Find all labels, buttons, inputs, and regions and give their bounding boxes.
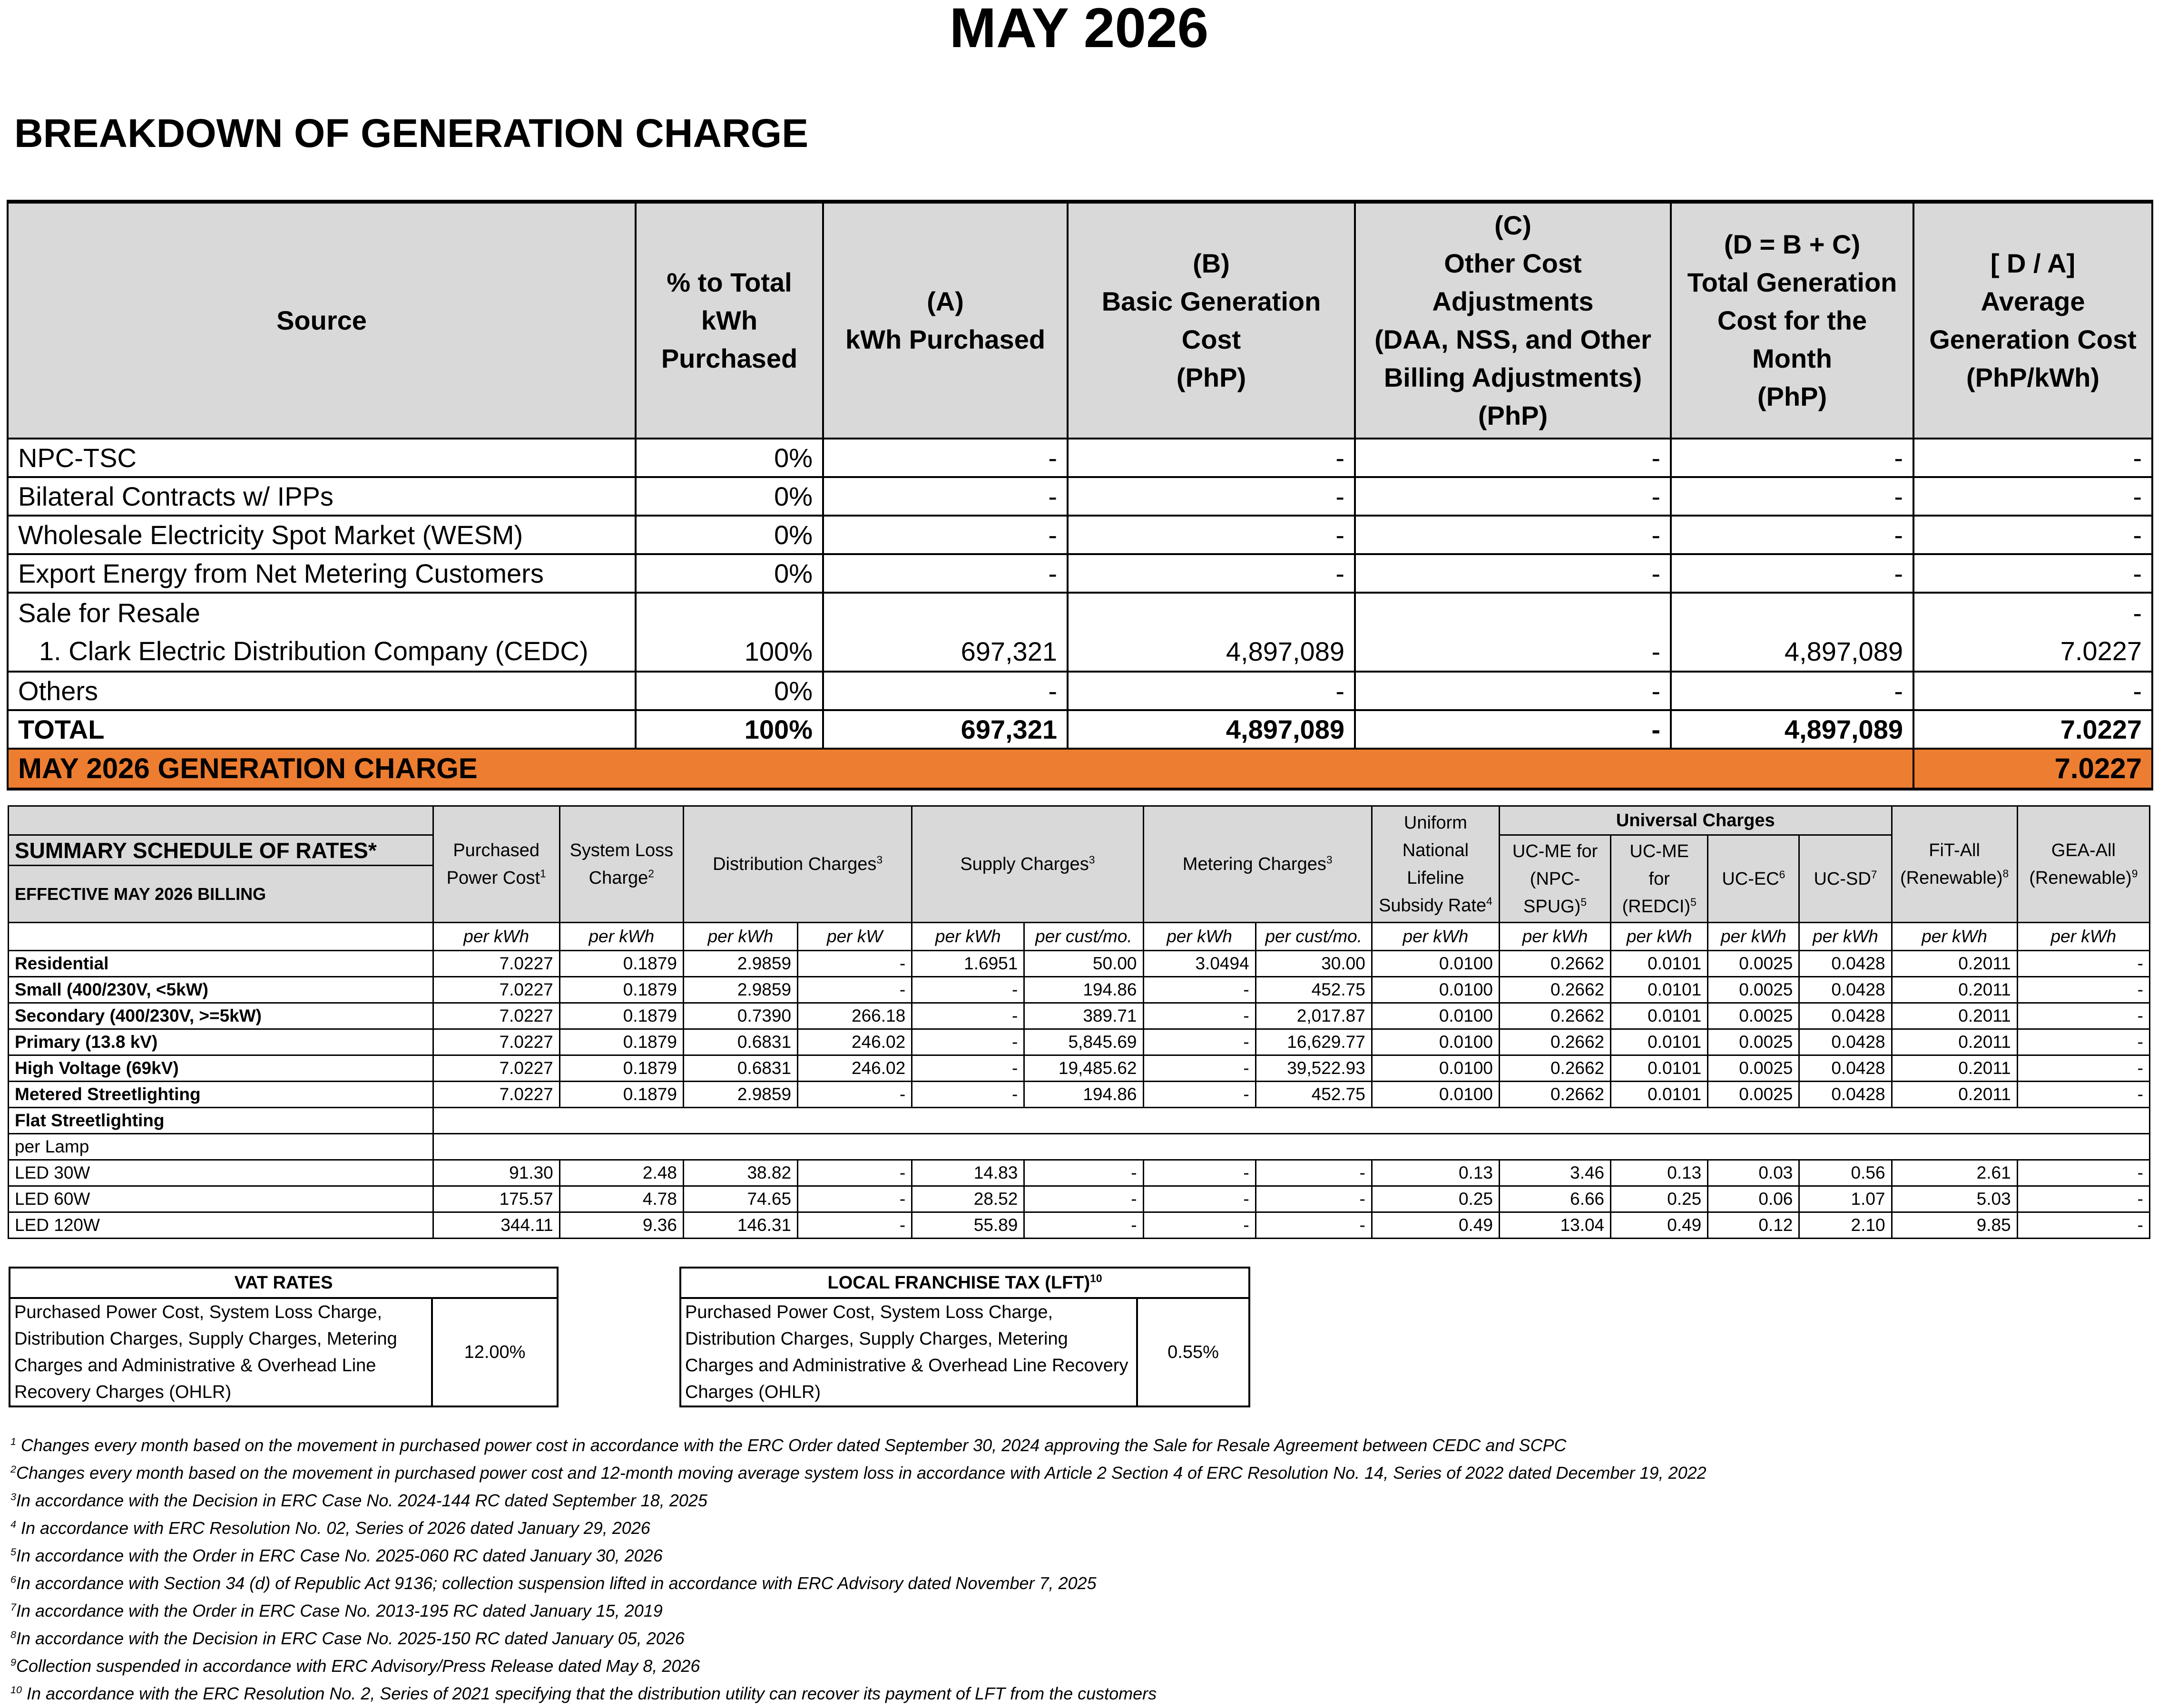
table-row — [9, 977, 2150, 1003]
rate-value-cell: 0.2662 — [1500, 1055, 1611, 1082]
rate-value-cell: - — [2017, 1160, 2149, 1186]
footnote: $^6$In accordance with Section 34 (d) of Republic Act 9136; collection suspension lifted in accordance with ERC Advisory dated November 7, 2025 — [10, 1573, 1097, 1593]
basic-cost-cell: - — [1068, 672, 1355, 710]
pct-cell: 0% — [636, 477, 823, 516]
rate-value-cell: 0.1879 — [559, 1082, 683, 1108]
pct-cell: 100% — [636, 593, 823, 672]
rate-value-cell: - — [1143, 1055, 1256, 1082]
header-supply: Supply Charges$^3$ — [912, 806, 1143, 923]
footnote: $^5$In accordance with the Order in ERC Case No. 2025-060 RC dated January 30, 2026 — [10, 1546, 663, 1565]
rate-value-cell: 0.2662 — [1500, 977, 1611, 1003]
header-other-adjustments: (C) Other Cost Adjustments (DAA, NSS, and Other Billing Adjustments) (PhP) — [1355, 202, 1671, 439]
rate-value-cell: 2.9859 — [683, 977, 797, 1003]
rate-value-cell: 0.06 — [1708, 1186, 1799, 1212]
total-cost-cell: - — [1671, 516, 1913, 554]
source-cell: NPC-TSC — [8, 439, 636, 477]
rate-value-cell: 0.7390 — [683, 1003, 797, 1029]
rate-value-cell: 50.00 — [1024, 951, 1143, 977]
rate-value-cell: 0.1879 — [559, 1029, 683, 1055]
rate-value-cell: 19,485.62 — [1024, 1055, 1143, 1082]
unit-label: per kWh — [1143, 923, 1256, 951]
effective-billing: EFFECTIVE MAY 2026 BILLING — [9, 866, 433, 923]
rate-class-label: LED 30W — [9, 1160, 433, 1186]
unit-label: per kWh — [1500, 923, 1611, 951]
kwh-cell: - — [823, 554, 1068, 593]
rate-class-label: Metered Streetlighting — [9, 1082, 433, 1108]
schedule-title: SUMMARY SCHEDULE OF RATES* — [9, 835, 433, 866]
rate-value-cell: - — [912, 1055, 1024, 1082]
average-cost-cell: - — [1913, 516, 2152, 554]
table-row — [8, 516, 2152, 554]
rate-value-cell: 452.75 — [1256, 977, 1372, 1003]
adjustment-cell: - — [1355, 710, 1671, 749]
unit-label: per kWh — [1892, 923, 2017, 951]
average-cost-cell: - — [1913, 554, 2152, 593]
section-title: BREAKDOWN OF GENERATION CHARGE — [14, 111, 809, 156]
rate-value-cell: - — [798, 951, 912, 977]
table-row — [8, 554, 2152, 593]
rate-value-cell: 2,017.87 — [1256, 1003, 1372, 1029]
rate-value-cell: 2.9859 — [683, 951, 797, 977]
rate-value-cell: - — [1256, 1212, 1372, 1239]
rate-value-cell: 74.65 — [683, 1186, 797, 1212]
unit-label: per kW — [798, 923, 912, 951]
rate-value-cell: 0.2011 — [1892, 951, 2017, 977]
rate-value-cell: 0.0428 — [1799, 1082, 1892, 1108]
average-cost-cell: - 7.0227 — [1913, 593, 2152, 672]
rate-value-cell: 0.2011 — [1892, 1003, 2017, 1029]
rate-value-cell: - — [2017, 1055, 2149, 1082]
rate-value-cell: 4.78 — [559, 1186, 683, 1212]
rate-value-cell: 0.1879 — [559, 1003, 683, 1029]
average-cost-cell: 7.0227 — [1913, 710, 2152, 749]
rate-value-cell: - — [2017, 951, 2149, 977]
rate-value-cell: - — [1024, 1212, 1143, 1239]
rate-value-cell: 0.25 — [1611, 1186, 1708, 1212]
rate-value-cell: - — [798, 977, 912, 1003]
rate-value-cell: 0.0025 — [1708, 1029, 1799, 1055]
gen-header-row — [8, 202, 2152, 439]
rate-value-cell: - — [2017, 1186, 2149, 1212]
rate-value-cell: 0.0100 — [1372, 1003, 1499, 1029]
rate-value-cell: 7.0227 — [433, 1029, 559, 1055]
unit-label: per kWh — [683, 923, 797, 951]
rate-value-cell: 0.0101 — [1611, 1082, 1708, 1108]
rate-value-cell: 0.2662 — [1500, 951, 1611, 977]
rate-value-cell: 0.0428 — [1799, 977, 1892, 1003]
rate-class-label: Small (400/230V, <5kW) — [9, 977, 433, 1003]
rate-value-cell: 344.11 — [433, 1212, 559, 1239]
rate-value-cell: 0.49 — [1611, 1212, 1708, 1239]
rate-value-cell: 146.31 — [683, 1212, 797, 1239]
rate-value-cell: - — [798, 1082, 912, 1108]
rate-value-cell: 16,629.77 — [1256, 1029, 1372, 1055]
total-cost-cell: - — [1671, 554, 1913, 593]
header-lifeline: Uniform National Lifeline Subsidy Rate$^4$ — [1372, 806, 1499, 923]
rate-value-cell: - — [912, 1082, 1024, 1108]
table-row — [9, 1003, 2150, 1029]
basic-cost-cell: 4,897,089 — [1068, 710, 1355, 749]
rate-value-cell: 7.0227 — [433, 1055, 559, 1082]
pct-cell: 0% — [636, 554, 823, 593]
footnote: $^7$In accordance with the Order in ERC Case No. 2013-195 RC dated January 15, 2019 — [10, 1601, 663, 1620]
rate-value-cell: 0.0025 — [1708, 951, 1799, 977]
footnote: $^4$ In accordance with ERC Resolution No. 02, Series of 2026 dated January 29, 2026 — [10, 1518, 650, 1538]
total-cost-cell: 4,897,089 — [1671, 593, 1913, 672]
header-ucec: $UC-EC^6$ — [1708, 835, 1799, 923]
footnote: $^8$In accordance with the Decision in ERC Case No. 2025-150 RC dated January 05, 2026 — [10, 1629, 685, 1648]
rate-value-cell: 14.83 — [912, 1160, 1024, 1186]
rate-value-cell: 0.0025 — [1708, 1082, 1799, 1108]
source-cell: Bilateral Contracts w/ IPPs — [8, 477, 636, 516]
rate-value-cell: 0.0025 — [1708, 977, 1799, 1003]
generation-charge-label: MAY 2026 GENERATION CHARGE — [8, 749, 1913, 789]
source-cell: Export Energy from Net Metering Customers — [8, 554, 636, 593]
average-cost-cell: - — [1913, 439, 2152, 477]
per-lamp-label: per Lamp — [9, 1134, 433, 1160]
rate-value-cell: 28.52 — [912, 1186, 1024, 1212]
rate-value-cell: 0.0100 — [1372, 1082, 1499, 1108]
basic-cost-cell: - — [1068, 554, 1355, 593]
rate-value-cell: 0.2011 — [1892, 1082, 2017, 1108]
basic-cost-cell: - — [1068, 516, 1355, 554]
unit-label: per kWh — [1611, 923, 1708, 951]
rate-value-cell: - — [2017, 1003, 2149, 1029]
rate-value-cell: 452.75 — [1256, 1082, 1372, 1108]
header-distribution: Distribution Charges$^3$ — [683, 806, 912, 923]
table-row — [9, 1055, 2150, 1082]
rate-value-cell: 0.0101 — [1611, 1029, 1708, 1055]
rate-value-cell: 0.0025 — [1708, 1055, 1799, 1082]
table-row — [8, 439, 2152, 477]
rate-value-cell: - — [2017, 1029, 2149, 1055]
rate-value-cell: 9.36 — [559, 1212, 683, 1239]
rate-value-cell: - — [1143, 977, 1256, 1003]
rate-value-cell: - — [912, 1029, 1024, 1055]
rate-value-cell: 0.25 — [1372, 1186, 1499, 1212]
header-gea: GEA-All (Renewable)$^9$ — [2017, 806, 2149, 923]
rate-value-cell: - — [912, 977, 1024, 1003]
kwh-cell: - — [823, 516, 1068, 554]
adjustment-cell: - — [1355, 516, 1671, 554]
rate-class-label: Residential — [9, 951, 433, 977]
rate-value-cell: 7.0227 — [433, 977, 559, 1003]
table-row — [9, 1082, 2150, 1108]
unit-blank — [9, 923, 433, 951]
header-pct: % to Total kWh Purchased — [636, 202, 823, 439]
flat-streetlighting-label: Flat Streetlighting — [9, 1108, 433, 1134]
vat-description: Purchased Power Cost, System Loss Charge, Distribution Charges, Supply Charges, Metering Charges and Administrative & Overhead Line Recovery Charges (OHLR) — [10, 1298, 432, 1406]
header-metering: Metering Charges$^3$ — [1143, 806, 1372, 923]
header-basic-cost: (B) Basic Generation Cost (PhP) — [1068, 202, 1355, 439]
basic-cost-cell: 4,897,089 — [1068, 593, 1355, 672]
rate-value-cell: - — [1143, 1160, 1256, 1186]
total-cost-cell: 4,897,089 — [1671, 710, 1913, 749]
kwh-cell: 697,321 — [823, 710, 1068, 749]
rate-value-cell: - — [1256, 1186, 1372, 1212]
rate-value-cell: 0.6831 — [683, 1029, 797, 1055]
total-cost-cell: - — [1671, 672, 1913, 710]
rate-value-cell: 91.30 — [433, 1160, 559, 1186]
table-row — [9, 1029, 2150, 1055]
rate-value-cell: 194.86 — [1024, 1082, 1143, 1108]
rate-value-cell: 0.1879 — [559, 951, 683, 977]
unit-label: per kWh — [912, 923, 1024, 951]
table-row — [8, 672, 2152, 710]
unit-label: per kWh — [559, 923, 683, 951]
units-row — [9, 923, 2150, 951]
rate-class-label: High Voltage (69kV) — [9, 1055, 433, 1082]
rate-value-cell: 0.2011 — [1892, 977, 2017, 1003]
rate-value-cell: 39,522.93 — [1256, 1055, 1372, 1082]
unit-label: per kWh — [433, 923, 559, 951]
lft-title: LOCAL FRANCHISE TAX (LFT)$^{10}$ — [680, 1268, 1249, 1298]
adjustment-cell: - — [1355, 439, 1671, 477]
rate-value-cell: 55.89 — [912, 1212, 1024, 1239]
rate-class-label: LED 60W — [9, 1186, 433, 1212]
rate-value-cell: 6.66 — [1500, 1186, 1611, 1212]
rate-class-label: Secondary (400/230V, >=5kW) — [9, 1003, 433, 1029]
rate-value-cell: 0.2662 — [1500, 1003, 1611, 1029]
rate-value-cell: 0.0100 — [1372, 1055, 1499, 1082]
header-ppc: Purchased Power Cost$^1$ — [433, 806, 559, 923]
table-row — [9, 1212, 2150, 1239]
rate-value-cell: 0.49 — [1372, 1212, 1499, 1239]
rate-value-cell: 0.0100 — [1372, 951, 1499, 977]
source-cell: Others — [8, 672, 636, 710]
rate-value-cell: 389.71 — [1024, 1003, 1143, 1029]
pct-cell: 0% — [636, 439, 823, 477]
pct-cell: 0% — [636, 516, 823, 554]
footnote: $^{10}$ In accordance with the ERC Resolution No. 2, Series of 2021 specifying that the distribution utility can recover its payment of LFT from the customers — [10, 1684, 1157, 1703]
rate-value-cell: 7.0227 — [433, 1082, 559, 1108]
rate-value-cell: - — [798, 1186, 912, 1212]
page-title: MAY 2026 — [949, 0, 1209, 59]
rate-value-cell: 0.2011 — [1892, 1029, 2017, 1055]
rate-value-cell: 2.61 — [1892, 1160, 2017, 1186]
header-slc: System Loss Charge$^2$ — [559, 806, 683, 923]
unit-label: per kWh — [2017, 923, 2149, 951]
rate-value-cell: 0.0101 — [1611, 977, 1708, 1003]
rate-value-cell: 2.48 — [559, 1160, 683, 1186]
generation-charge-row — [8, 749, 2152, 789]
header-total-cost: (D = B + C) Total Generation Cost for the Month (PhP) — [1671, 202, 1913, 439]
rate-value-cell: 0.13 — [1611, 1160, 1708, 1186]
footnotes — [10, 1432, 2104, 1708]
rate-value-cell: 0.03 — [1708, 1160, 1799, 1186]
table-row — [8, 477, 2152, 516]
rate-value-cell: 0.0428 — [1799, 1029, 1892, 1055]
adjustment-cell: - — [1355, 593, 1671, 672]
kwh-cell: - — [823, 477, 1068, 516]
rate-value-cell: - — [1143, 1212, 1256, 1239]
rate-value-cell: 1.07 — [1799, 1186, 1892, 1212]
total-cost-cell: - — [1671, 477, 1913, 516]
rate-value-cell: - — [1143, 1082, 1256, 1108]
rate-value-cell: - — [1143, 1186, 1256, 1212]
rate-value-cell: 38.82 — [683, 1160, 797, 1186]
rate-value-cell: - — [2017, 977, 2149, 1003]
lft-description: Purchased Power Cost, System Loss Charge, Distribution Charges, Supply Charges, Metering Charges and Administrative & Overhead Line Recovery Charges (OHLR) — [680, 1298, 1137, 1406]
unit-label: per kWh — [1708, 923, 1799, 951]
unit-label: per cust/mo. — [1256, 923, 1372, 951]
kwh-cell: 697,321 — [823, 593, 1068, 672]
lft-box — [679, 1267, 1250, 1407]
rate-value-cell: 0.0428 — [1799, 951, 1892, 977]
table-row — [9, 1134, 2150, 1160]
rate-value-cell: 266.18 — [798, 1003, 912, 1029]
rates-header-row-1 — [9, 806, 2150, 835]
average-cost-cell: - — [1913, 672, 2152, 710]
header-fit: FiT-All (Renewable)$^8$ — [1892, 806, 2017, 923]
pct-cell: 0% — [636, 672, 823, 710]
adjustment-cell: - — [1355, 672, 1671, 710]
rate-value-cell: 2.9859 — [683, 1082, 797, 1108]
adjustment-cell: - — [1355, 554, 1671, 593]
table-row-resale — [8, 593, 2152, 672]
footnote: $^1$ Changes every month based on the movement in purchased power cost in accordance with the ERC Order dated September 30, 2024 approving the Sale for Resale Agreement between CEDC and SCPC — [10, 1435, 1567, 1455]
rate-value-cell: 5,845.69 — [1024, 1029, 1143, 1055]
rate-value-cell: - — [1143, 1029, 1256, 1055]
rate-value-cell: 194.86 — [1024, 977, 1143, 1003]
vat-rate: 12.00% — [432, 1298, 558, 1406]
rate-value-cell: 5.03 — [1892, 1186, 2017, 1212]
footnote: $^2$Changes every month based on the movement in purchased power cost and 12-month moving average system loss in accordance with Article 2 Section 4 of ERC Resolution No. 14, Series of 2022 dated December 19, 2022 — [10, 1463, 1707, 1483]
rate-value-cell: 175.57 — [433, 1186, 559, 1212]
header-source: Source — [8, 202, 636, 439]
rate-value-cell: 0.13 — [1372, 1160, 1499, 1186]
vat-rates-box — [9, 1267, 559, 1407]
average-cost-cell: - — [1913, 477, 2152, 516]
rate-value-cell: - — [2017, 1082, 2149, 1108]
kwh-cell: - — [823, 439, 1068, 477]
rate-value-cell: 0.0101 — [1611, 1003, 1708, 1029]
table-row — [9, 1160, 2150, 1186]
source-cell: Sale for Resale 1. Clark Electric Distribution Company (CEDC) — [8, 593, 636, 672]
rate-value-cell: - — [1256, 1160, 1372, 1186]
rate-value-cell: 246.02 — [798, 1029, 912, 1055]
header-ucme-redci: UC-ME for (REDCI)$^5$ — [1611, 835, 1708, 923]
blank-cell — [433, 1108, 2149, 1134]
rate-value-cell: 246.02 — [798, 1055, 912, 1082]
rate-value-cell: 0.0101 — [1611, 951, 1708, 977]
total-cost-cell: - — [1671, 439, 1913, 477]
footnote: $^3$In accordance with the Decision in ERC Case No. 2024-144 RC dated September 18, 2025 — [10, 1491, 707, 1510]
rate-value-cell: 0.2011 — [1892, 1055, 2017, 1082]
adjustment-cell: - — [1355, 477, 1671, 516]
rate-value-cell: 0.0428 — [1799, 1055, 1892, 1082]
header-ucsd: $UC-SD^7$ — [1799, 835, 1892, 923]
generation-charge-table — [7, 200, 2153, 791]
rate-value-cell: - — [2017, 1212, 2149, 1239]
rate-value-cell: - — [1024, 1160, 1143, 1186]
vat-title: VAT RATES — [10, 1268, 558, 1298]
rate-value-cell: 9.85 — [1892, 1212, 2017, 1239]
rate-value-cell: - — [1024, 1186, 1143, 1212]
rate-value-cell: 0.0428 — [1799, 1003, 1892, 1029]
header-blank — [9, 806, 433, 835]
header-average-cost: [ D / A] Average Generation Cost (PhP/kWh) — [1913, 202, 2152, 439]
rate-value-cell: 13.04 — [1500, 1212, 1611, 1239]
rate-value-cell: 0.2662 — [1500, 1029, 1611, 1055]
unit-label: per kWh — [1799, 923, 1892, 951]
rate-class-label: LED 120W — [9, 1212, 433, 1239]
rate-value-cell: - — [798, 1160, 912, 1186]
rate-value-cell: 1.6951 — [912, 951, 1024, 977]
rate-value-cell: 0.0100 — [1372, 977, 1499, 1003]
total-label: TOTAL — [8, 710, 636, 749]
rate-value-cell: 2.10 — [1799, 1212, 1892, 1239]
generation-charge-value: 7.0227 — [1913, 749, 2152, 789]
blank-cell — [433, 1134, 2149, 1160]
rate-value-cell: 30.00 — [1256, 951, 1372, 977]
header-universal-charges: Universal Charges — [1500, 806, 1892, 835]
rate-value-cell: 3.46 — [1500, 1160, 1611, 1186]
footnote: $^9$Collection suspended in accordance with ERC Advisory/Press Release dated May 8, 2026 — [10, 1656, 700, 1676]
total-row — [8, 710, 2152, 749]
header-ucme-npc: UC-ME for (NPC-SPUG)$^5$ — [1500, 835, 1611, 923]
unit-label: per kWh — [1372, 923, 1499, 951]
table-row — [9, 1186, 2150, 1212]
lft-rate: 0.55% — [1137, 1298, 1249, 1406]
rate-value-cell: 0.2662 — [1500, 1082, 1611, 1108]
rate-value-cell: 0.1879 — [559, 977, 683, 1003]
unit-label: per cust/mo. — [1024, 923, 1143, 951]
rate-value-cell: 0.0100 — [1372, 1029, 1499, 1055]
rate-value-cell: - — [798, 1212, 912, 1239]
header-kwh-purchased: (A) kWh Purchased — [823, 202, 1068, 439]
source-cell: Wholesale Electricity Spot Market (WESM) — [8, 516, 636, 554]
basic-cost-cell: - — [1068, 477, 1355, 516]
rate-value-cell: 0.56 — [1799, 1160, 1892, 1186]
rate-value-cell: 0.0101 — [1611, 1055, 1708, 1082]
rate-value-cell: 0.12 — [1708, 1212, 1799, 1239]
rate-value-cell: 7.0227 — [433, 951, 559, 977]
rate-value-cell: - — [1143, 1003, 1256, 1029]
rate-value-cell: 0.6831 — [683, 1055, 797, 1082]
rate-value-cell: - — [912, 1003, 1024, 1029]
rate-value-cell: 0.1879 — [559, 1055, 683, 1082]
rates-table — [8, 805, 2150, 1239]
pct-cell: 100% — [636, 710, 823, 749]
table-row — [9, 1108, 2150, 1134]
kwh-cell: - — [823, 672, 1068, 710]
rate-class-label: Primary (13.8 kV) — [9, 1029, 433, 1055]
basic-cost-cell: - — [1068, 439, 1355, 477]
rate-value-cell: 0.0025 — [1708, 1003, 1799, 1029]
rate-value-cell: 3.0494 — [1143, 951, 1256, 977]
rate-value-cell: 7.0227 — [433, 1003, 559, 1029]
table-row — [9, 951, 2150, 977]
